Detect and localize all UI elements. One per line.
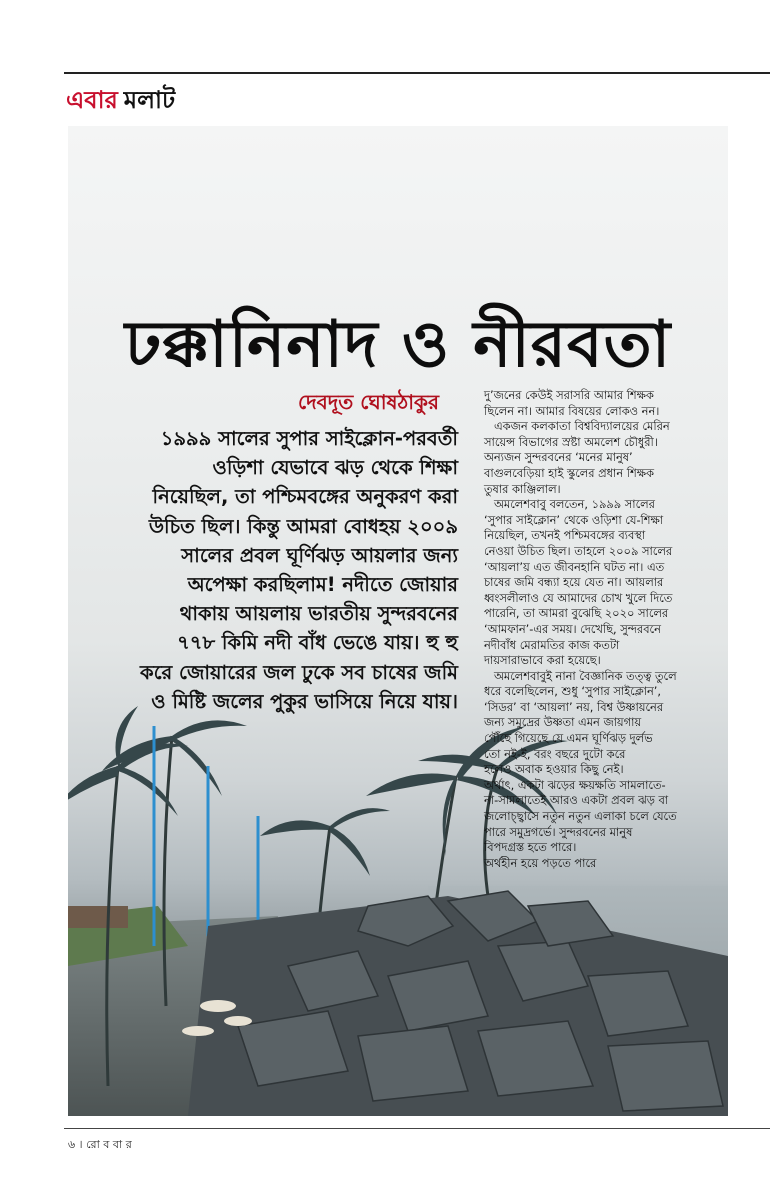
- body-line: অন্যজন সুন্দরবনের ‘মনের মানুষ’: [484, 450, 633, 465]
- body-line: ‘সুপার সাইক্লোন’ থেকে ওড়িশা যে-শিক্ষা: [484, 512, 664, 527]
- body-line: সায়েন্স বিভাগের স্রষ্টা অমলেশ চৌধুরী।: [484, 434, 658, 449]
- bottom-rule: [64, 1128, 770, 1129]
- body-line: ‘সিডর’ বা ‘আয়লা’ নয়, বিশ্ব উষ্ণায়নের: [484, 699, 664, 714]
- body-line: তুষার কাঞ্জিলাল।: [484, 481, 561, 496]
- lede-line: ১৯৯৯ সালের সুপার সাইক্লোন-পরবর্তী: [160, 427, 458, 450]
- section-label-accent: এবার: [66, 86, 118, 114]
- body-line: জলোচ্ছ্বাসে নতুন নতুন এলাকা চলে যেতে: [484, 809, 677, 824]
- lede-line: নিয়েছিল, তা পশ্চিমবঙ্গের অনুকরণ করা: [152, 485, 458, 509]
- lede-line: ও মিষ্টি জলের পুকুর ভাসিয়ে নিয়ে যায়।: [151, 689, 458, 713]
- section-label: [66, 82, 175, 122]
- body-line: পৌঁছে গিয়েছে যে এমন ঘূর্ণিঝড় দুর্লভ: [484, 731, 653, 746]
- body-line: একজন কলকাতা বিশ্ববিদ্যালয়ের মেরিন: [494, 419, 670, 434]
- cover-photo: [68, 126, 728, 1116]
- lede-line: ওড়িশা যেভাবে ঝড় থেকে শিক্ষা: [212, 456, 458, 480]
- lede-line: ৭৭৮ কিমি নদী বাঁধ ভেঙে যায়। হু হু: [177, 631, 458, 655]
- body-line: নেওয়া উচিত ছিল। তাহলে ২০০৯ সালের: [484, 543, 673, 558]
- body-line: অমলেশবাবুই নানা বৈজ্ঞানিক তত্ত্ব তুলে: [494, 668, 677, 683]
- body-line: নিয়েছিল, তখনই পশ্চিমবঙ্গের ব্যবস্থা: [484, 528, 646, 543]
- body-line: জন্য সমুদ্রের উষ্ণতা এমন জায়গায়: [484, 715, 642, 730]
- body-line: দায়সারাভাবে করা হয়েছে।: [484, 653, 601, 668]
- body-line: ধ্বংসলীলাও যে আমাদের চোখ খুলে দিতে: [484, 590, 673, 605]
- body-line: ধরে বলেছিলেন, শুধু ‘সুপার সাইক্লোন’,: [484, 684, 661, 699]
- body-column: [484, 388, 722, 871]
- headline: ঢক্কানিনাদ ও নীরবতা: [124, 307, 672, 382]
- byline: দেবদূত ঘোষঠাকুর: [298, 390, 440, 414]
- lede-line: অপেক্ষা করছিলাম! নদীতে জোয়ার: [187, 573, 458, 597]
- body-line: না-সামলাতেই আরও একটা প্রবল ঝড় বা: [484, 793, 669, 808]
- section-label-text: মলাট: [123, 86, 176, 114]
- body-line: নদীবাঁধ মেরামতির কাজ কতটা: [484, 637, 620, 652]
- body-line: চাষের জমি বন্ধ্যা হয়ে যেত না। আয়লার: [484, 575, 664, 590]
- body-line: বাগুলবেড়িয়া হাই স্কুলের প্রধান শিক্ষক: [484, 465, 654, 480]
- body-line: তো নই-ই, বরং বছরে দুটো করে: [484, 746, 626, 761]
- body-line: দু’জনের কেউই সরাসরি আমার শিক্ষক: [484, 388, 654, 402]
- lede-line: সালের প্রবল ঘূর্ণিঝড় আয়লার জন্য: [181, 543, 458, 567]
- body-line: অর্থাৎ, একটা ঝড়ের ক্ষয়ক্ষতি সামলাতে-: [484, 777, 666, 792]
- body-line: পারেনি, তা আমরা বুঝেছি ২০২০ সালের: [484, 606, 669, 621]
- lede-paragraph: [128, 424, 458, 716]
- lede-line: করে জোয়ারের জল ঢুকে সব চাষের জমি: [140, 660, 458, 684]
- lede-line: থাকায় আয়লায় ভারতীয় সুন্দরবনের: [179, 602, 458, 626]
- page-folio: ৬ । রো ব বা র: [68, 1138, 132, 1151]
- body-line: ‘আয়লা’য় এত জীবনহানি ঘটত না। এত: [484, 559, 665, 574]
- body-line: বিপদগ্রস্ত হতে পারে।: [484, 840, 577, 855]
- body-line: হলেও অবাক হওয়ার কিছু নেই।: [484, 762, 624, 777]
- body-line: পারে সমুদ্রগর্ভে। সুন্দরবনের মানুষ: [484, 824, 633, 839]
- body-line: অমলেশবাবু বলতেন, ১৯৯৯ সালের: [494, 497, 655, 512]
- lede-line: উচিত ছিল। কিন্তু আমরা বোধহয় ২০০৯: [148, 514, 458, 538]
- body-line: অর্থহীন হয়ে পড়তে পারে: [484, 855, 597, 870]
- top-rule: [64, 72, 770, 74]
- body-line: ‘আমফান’-এর সময়। দেখেছি, সুন্দরবনে: [484, 621, 661, 636]
- body-line: ছিলেন না। আমার বিষয়ের লোকও নন।: [484, 403, 660, 418]
